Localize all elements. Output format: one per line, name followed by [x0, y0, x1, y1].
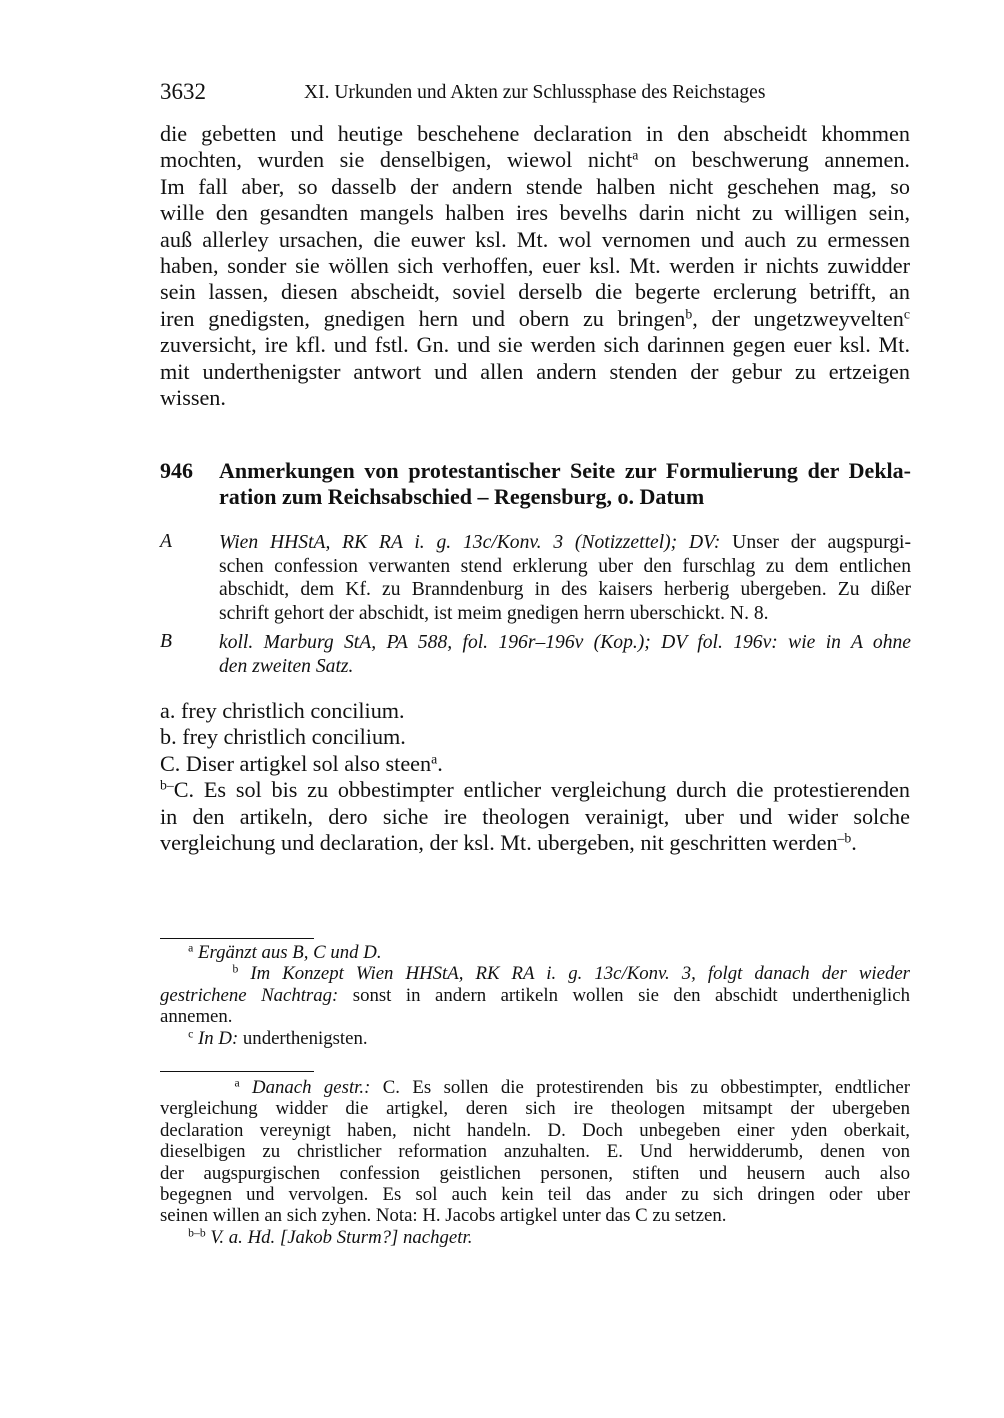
text-segment: C. Es sol bis zu obbestimpter entlicher vergleichung durch die protestierenden — [173, 777, 910, 803]
text-segment: sein lassen, diesen abscheidt, soviel derselb die begerte erclerung betrifft, an — [160, 279, 910, 305]
text-segment: sonst in andern artikeln wollen sie den abschidt undertheniglich — [338, 984, 910, 1006]
text-line — [160, 385, 910, 411]
footnote-marker: a — [431, 751, 438, 767]
text-line — [160, 174, 910, 200]
text-segment: den zweiten Satz. — [219, 655, 354, 677]
text-segment: wissen. — [160, 384, 226, 410]
text-segment: der augspurgischen confession geistlichen personen, stiften und heusern auch also — [160, 1162, 910, 1184]
footnote-marker: c — [903, 306, 910, 322]
text-line — [160, 279, 910, 305]
text-segment: C. Diser artigkel sol also steen — [160, 750, 432, 776]
text-line — [160, 724, 910, 750]
text-segment: mochten, wurden sie denselbigen, wiewol nicht — [160, 147, 633, 173]
footnote-divider — [160, 938, 314, 939]
text-line — [160, 332, 910, 358]
text-segment: mit underthenigster antwort und allen andern stenden der gebur zu ertzeigen — [160, 358, 910, 384]
running-title: XI. Urkunden und Akten zur Schlussphase des Reichstages — [304, 82, 766, 103]
footnote-marker: a — [188, 941, 194, 955]
source-siglum-a: A — [160, 531, 172, 552]
footnote-marker: b — [232, 962, 239, 976]
text-line — [160, 121, 910, 147]
text-segment: die gebetten und heutige beschehene declaration in den abscheidt khommen — [160, 121, 910, 146]
text-segment: Danach gestr.: — [252, 1077, 371, 1098]
text-line — [160, 1227, 910, 1248]
text-segment: iren gnedigsten, gnedigen hern und obern zu bringen — [160, 305, 686, 331]
footnote-marker: b–b — [188, 1226, 206, 1240]
text-segment: seinen willen an sich zyhen. Nota: H. Jacobs artigkel unter das C zu setzen. — [160, 1205, 727, 1227]
text-line — [160, 777, 910, 803]
text-segment: schen confession verwanten stend erklerung uber den furschlag zu dem entlichen — [219, 555, 911, 577]
text-segment: dieselbigen zu christlicher reformation anzuhalten. E. Und herwidderumb, denen von — [160, 1141, 910, 1163]
text-line — [219, 555, 911, 579]
text-line — [160, 1184, 910, 1205]
footnote-marker: a — [632, 147, 639, 163]
text-segment: V. a. Hd. [Jakob Sturm?] nachgetr. — [210, 1226, 473, 1248]
text-line — [160, 1077, 910, 1098]
text-line — [160, 253, 910, 279]
text-line — [219, 578, 911, 602]
document-number: 946 — [160, 458, 193, 483]
source-siglum-b: B — [160, 631, 172, 652]
text-segment — [238, 963, 250, 984]
footnote-marker: c — [188, 1027, 194, 1041]
text-line — [160, 804, 910, 830]
text-segment: underthenigsten. — [238, 1027, 368, 1049]
footnote-marker: a — [234, 1076, 240, 1090]
text-line — [160, 830, 910, 856]
text-segment: , der ungetzweyvelten — [692, 305, 904, 331]
text-segment: wille den gesandten mangels halben ires bevelhs darin nicht zu willigen sein, — [160, 200, 910, 226]
text-segment: haben, sonder sie wöllen sich verhoffen, euer ksl. Mt. werden ir nichts zuwidder — [160, 252, 910, 278]
text-segment: Wien HHStA, RK RA i. g. 13c/Konv. 3 (Notizzettel); DV: — [219, 532, 721, 553]
footnote-divider — [160, 1071, 314, 1072]
text-segment: koll. Marburg StA, PA 588, fol. 196r–196v (Kop.); DV fol. 196v: wie in A ohne — [219, 632, 911, 653]
title-line: Anmerkungen von protestantischer Seite zur Formulierung der Dekla- — [219, 458, 911, 483]
footnotes-textual — [160, 942, 910, 1049]
footnote-marker: –b — [837, 830, 852, 846]
text-segment: on beschwerung annemen. — [638, 147, 910, 173]
page-number: 3632 — [160, 79, 206, 104]
text-line — [160, 1006, 910, 1027]
text-line — [160, 942, 910, 963]
text-line — [160, 306, 910, 332]
text-segment: abschidt, dem Kf. zu Branndenburg in des kaisers herberig ubergeben. Zu dißer — [219, 579, 911, 600]
text-line — [160, 985, 910, 1006]
text-line — [160, 1141, 910, 1162]
text-segment — [160, 1028, 188, 1049]
text-segment: Im fall aber, so dasselb der andern stende halben nicht geschehen mag, so — [160, 173, 910, 199]
text-line — [160, 751, 910, 777]
text-line — [160, 1163, 910, 1184]
text-segment: C. Es sollen die protestirenden bis zu obbestimpter, endtlicher — [370, 1077, 911, 1098]
text-segment: vergleichung und declaration, der ksl. Mt. ubergeben, nit geschritten werden — [160, 829, 838, 855]
title-line: ration zum Reichsabschied – Regensburg, o. Datum — [219, 484, 705, 509]
text-segment — [240, 1077, 252, 1098]
text-segment: zuversicht, ire kfl. und fstl. Gn. und sie werden sich darinnen gegen euer ksl. Mt. — [160, 332, 910, 358]
text-line — [160, 698, 910, 724]
text-line — [160, 1098, 910, 1119]
source-b — [219, 631, 911, 678]
text-line — [219, 531, 911, 555]
footnote-marker: b — [685, 306, 693, 322]
text-segment: declaration vereynigt haben, nicht handeln. D. Doch unbegeben einer yden oberkait, — [160, 1119, 910, 1141]
body-text — [160, 121, 910, 411]
text-segment: in den artikeln, dero siche ire theologen verainigt, uber und wider solche — [160, 803, 910, 829]
text-line — [160, 359, 910, 385]
footnote-marker: b– — [160, 777, 174, 793]
text-line — [160, 227, 910, 253]
text-segment: Ergänzt aus B, C und D. — [198, 942, 382, 963]
text-segment: b. frey christlich concilium. — [160, 724, 406, 750]
text-segment: . — [851, 829, 857, 855]
text-segment — [160, 1227, 188, 1248]
text-segment: auß allerley ursachen, die euwer ksl. Mt. wol vernomen und auch zu ermessen — [160, 226, 910, 252]
text-line — [160, 1028, 910, 1049]
text-segment: annemen. — [160, 1006, 233, 1028]
text-segment — [160, 963, 232, 984]
text-segment: . — [437, 750, 443, 776]
text-line — [160, 1205, 910, 1226]
text-line — [160, 147, 910, 173]
footnotes-content — [160, 1077, 910, 1248]
text-segment: schrift gehort der abschidt, ist meim gnedigen herrn uberschickt. N. 8. — [219, 602, 769, 624]
text-line — [160, 963, 910, 984]
text-line — [219, 655, 911, 679]
text-line — [160, 1120, 910, 1141]
text-line — [219, 631, 911, 655]
text-segment: vergleichung widder die artigkel, deren sich ire theologen mitsampt der ubergeben — [160, 1098, 910, 1120]
document-text — [160, 698, 910, 856]
text-segment: a. frey christlich concilium. — [160, 698, 405, 723]
text-segment: In D: — [198, 1027, 239, 1049]
text-line — [160, 200, 910, 226]
source-a — [219, 531, 911, 625]
text-segment: Im Konzept Wien HHStA, RK RA i. g. 13c/Konv. 3, folgt danach der wieder — [250, 963, 910, 985]
text-segment: gestrichene Nachtrag: — [160, 984, 339, 1006]
text-line — [219, 602, 911, 626]
text-segment — [160, 942, 188, 963]
document-title — [219, 458, 911, 510]
text-segment — [160, 1077, 234, 1098]
text-segment: begegnen und vervolgen. Es sol auch kein teil das ander zu sich dringen oder uber — [160, 1183, 910, 1205]
text-segment: Unser der augspurgi- — [720, 532, 912, 553]
